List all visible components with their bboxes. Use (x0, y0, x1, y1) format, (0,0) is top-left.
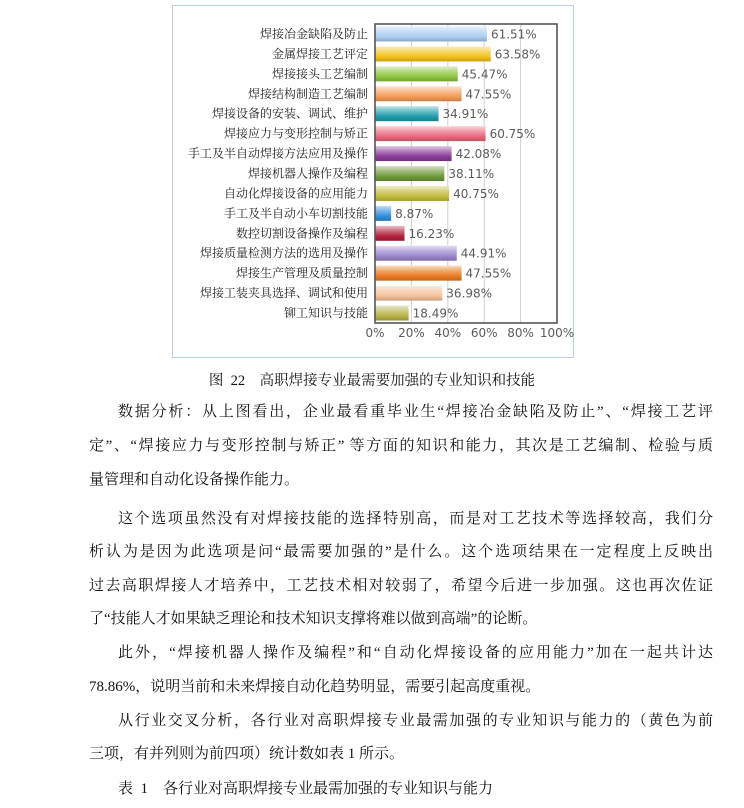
bar-14 (375, 286, 442, 301)
bar-5 (375, 106, 439, 121)
category-label-4: 焊接结构制造工艺编制 (247, 86, 368, 101)
value-label-15: 18.49% (412, 306, 459, 321)
category-label-13: 焊接生产管理及质量控制 (235, 266, 368, 281)
bar-10 (375, 206, 391, 221)
bar-7 (375, 146, 452, 161)
x-tick-label-4: 60% (470, 326, 498, 340)
category-label-15: 铆工知识与技能 (283, 306, 368, 321)
category-label-6: 焊接应力与变形控制与矫正 (223, 126, 368, 141)
paragraph-2-line-2: 析认为是因为此选项是问“最需要加强的”是什么。这个选项结果在一定程度上反映出 (89, 544, 713, 560)
value-label-1: 61.51% (490, 27, 537, 42)
bar-11 (375, 226, 405, 241)
paragraph-1-line-2: 定”、“焊接应力与变形控制与矫正” 等方面的知识和能力，其次是工艺编制、检验与质 (89, 438, 713, 454)
x-tick-label-1: 0% (365, 326, 385, 340)
bar-8 (375, 166, 444, 181)
figure-caption: 图 22 高职焊接专业最需要加强的专业知识和技能 (208, 373, 536, 389)
value-label-12: 44.91% (460, 246, 507, 261)
chart-frame (172, 5, 574, 358)
value-label-3: 45.47% (461, 67, 508, 82)
bar-1 (375, 26, 487, 41)
value-label-11: 16.23% (408, 226, 455, 241)
paragraph-1-line-1: 数据分析：从上图看出，企业最看重毕业生“焊接冶金缺陷及防止”、“焊接工艺评 (118, 404, 713, 420)
horizontal-bar-chart (172, 5, 574, 358)
paragraph-2-line-3: 过去高职焊接人才培养中，工艺技术相对较弱了，希望今后进一步加强。这也再次佐证 (89, 578, 713, 594)
paragraph-3-line-1: 此外，“焊接机器人操作及编程”和“自动化焊接设备的应用能力”加在一起共计达 (118, 645, 713, 661)
category-label-2: 金属焊接工艺评定 (271, 46, 368, 61)
bar-9 (375, 186, 449, 201)
value-label-4: 47.55% (465, 87, 512, 102)
category-label-12: 焊接质量检测方法的选用及操作 (199, 246, 368, 261)
paragraph-3-line-2: 78.86%，说明当前和未来焊接自动化趋势明显，需要引起高度重视。 (89, 679, 541, 695)
paragraph-1-line-3: 量管理和自动化设备操作能力。 (89, 472, 300, 488)
paragraph-2-line-4: 了“技能人才如果缺乏理论和技术知识支撑将难以做到高端”的论断。 (89, 611, 538, 627)
value-label-9: 40.75% (453, 186, 499, 201)
value-label-13: 47.55% (465, 266, 512, 281)
paragraph-4-line-1: 从行业交叉分析，各行业对高职焊接专业最需加强的专业知识与能力的（黄色为前 (118, 713, 713, 729)
value-label-14: 36.98% (446, 286, 493, 301)
table-caption: 表 1 各行业对高职焊接专业最需加强的专业知识与能力 (118, 781, 494, 797)
category-label-5: 焊接设备的安装、调试、维护 (211, 106, 368, 121)
bar-4 (375, 86, 462, 101)
category-label-14: 焊接工装夹具选择、调试和使用 (199, 286, 368, 301)
value-label-8: 38.11% (448, 167, 495, 181)
category-label-3: 焊接接头工艺编制 (271, 66, 368, 81)
bar-2 (375, 46, 491, 61)
value-label-7: 42.08% (455, 147, 502, 162)
paragraph-4-line-2: 三项，有并列则为前四项）统计数如表 1 所示。 (89, 746, 405, 762)
paragraph-2-line-1: 这个选项虽然没有对焊接技能的选择特别高，而是对工艺技术等选择较高，我们分 (118, 511, 713, 527)
x-tick-label-6: 100% (539, 326, 575, 340)
category-label-11: 数控切割设备操作及编程 (235, 226, 368, 241)
bar-3 (375, 66, 458, 81)
bar-6 (375, 126, 486, 141)
x-tick-label-3: 40% (434, 326, 462, 340)
category-label-1: 焊接冶金缺陷及防止 (259, 26, 368, 41)
category-label-10: 手工及半自动小车切割技能 (223, 206, 368, 221)
bar-13 (375, 266, 462, 281)
category-label-7: 手工及半自动焊接方法应用及操作 (187, 146, 368, 161)
category-label-9: 自动化焊接设备的应用能力 (223, 186, 368, 201)
value-label-2: 63.58% (494, 47, 541, 62)
x-tick-label-2: 20% (398, 326, 425, 340)
value-label-6: 60.75% (489, 127, 536, 142)
value-label-5: 34.91% (442, 107, 489, 122)
x-tick-label-5: 80% (507, 326, 534, 340)
bar-12 (375, 246, 457, 261)
category-label-8: 焊接机器人操作及编程 (247, 166, 368, 181)
bar-15 (375, 306, 409, 321)
value-label-10: 8.87% (395, 206, 434, 221)
